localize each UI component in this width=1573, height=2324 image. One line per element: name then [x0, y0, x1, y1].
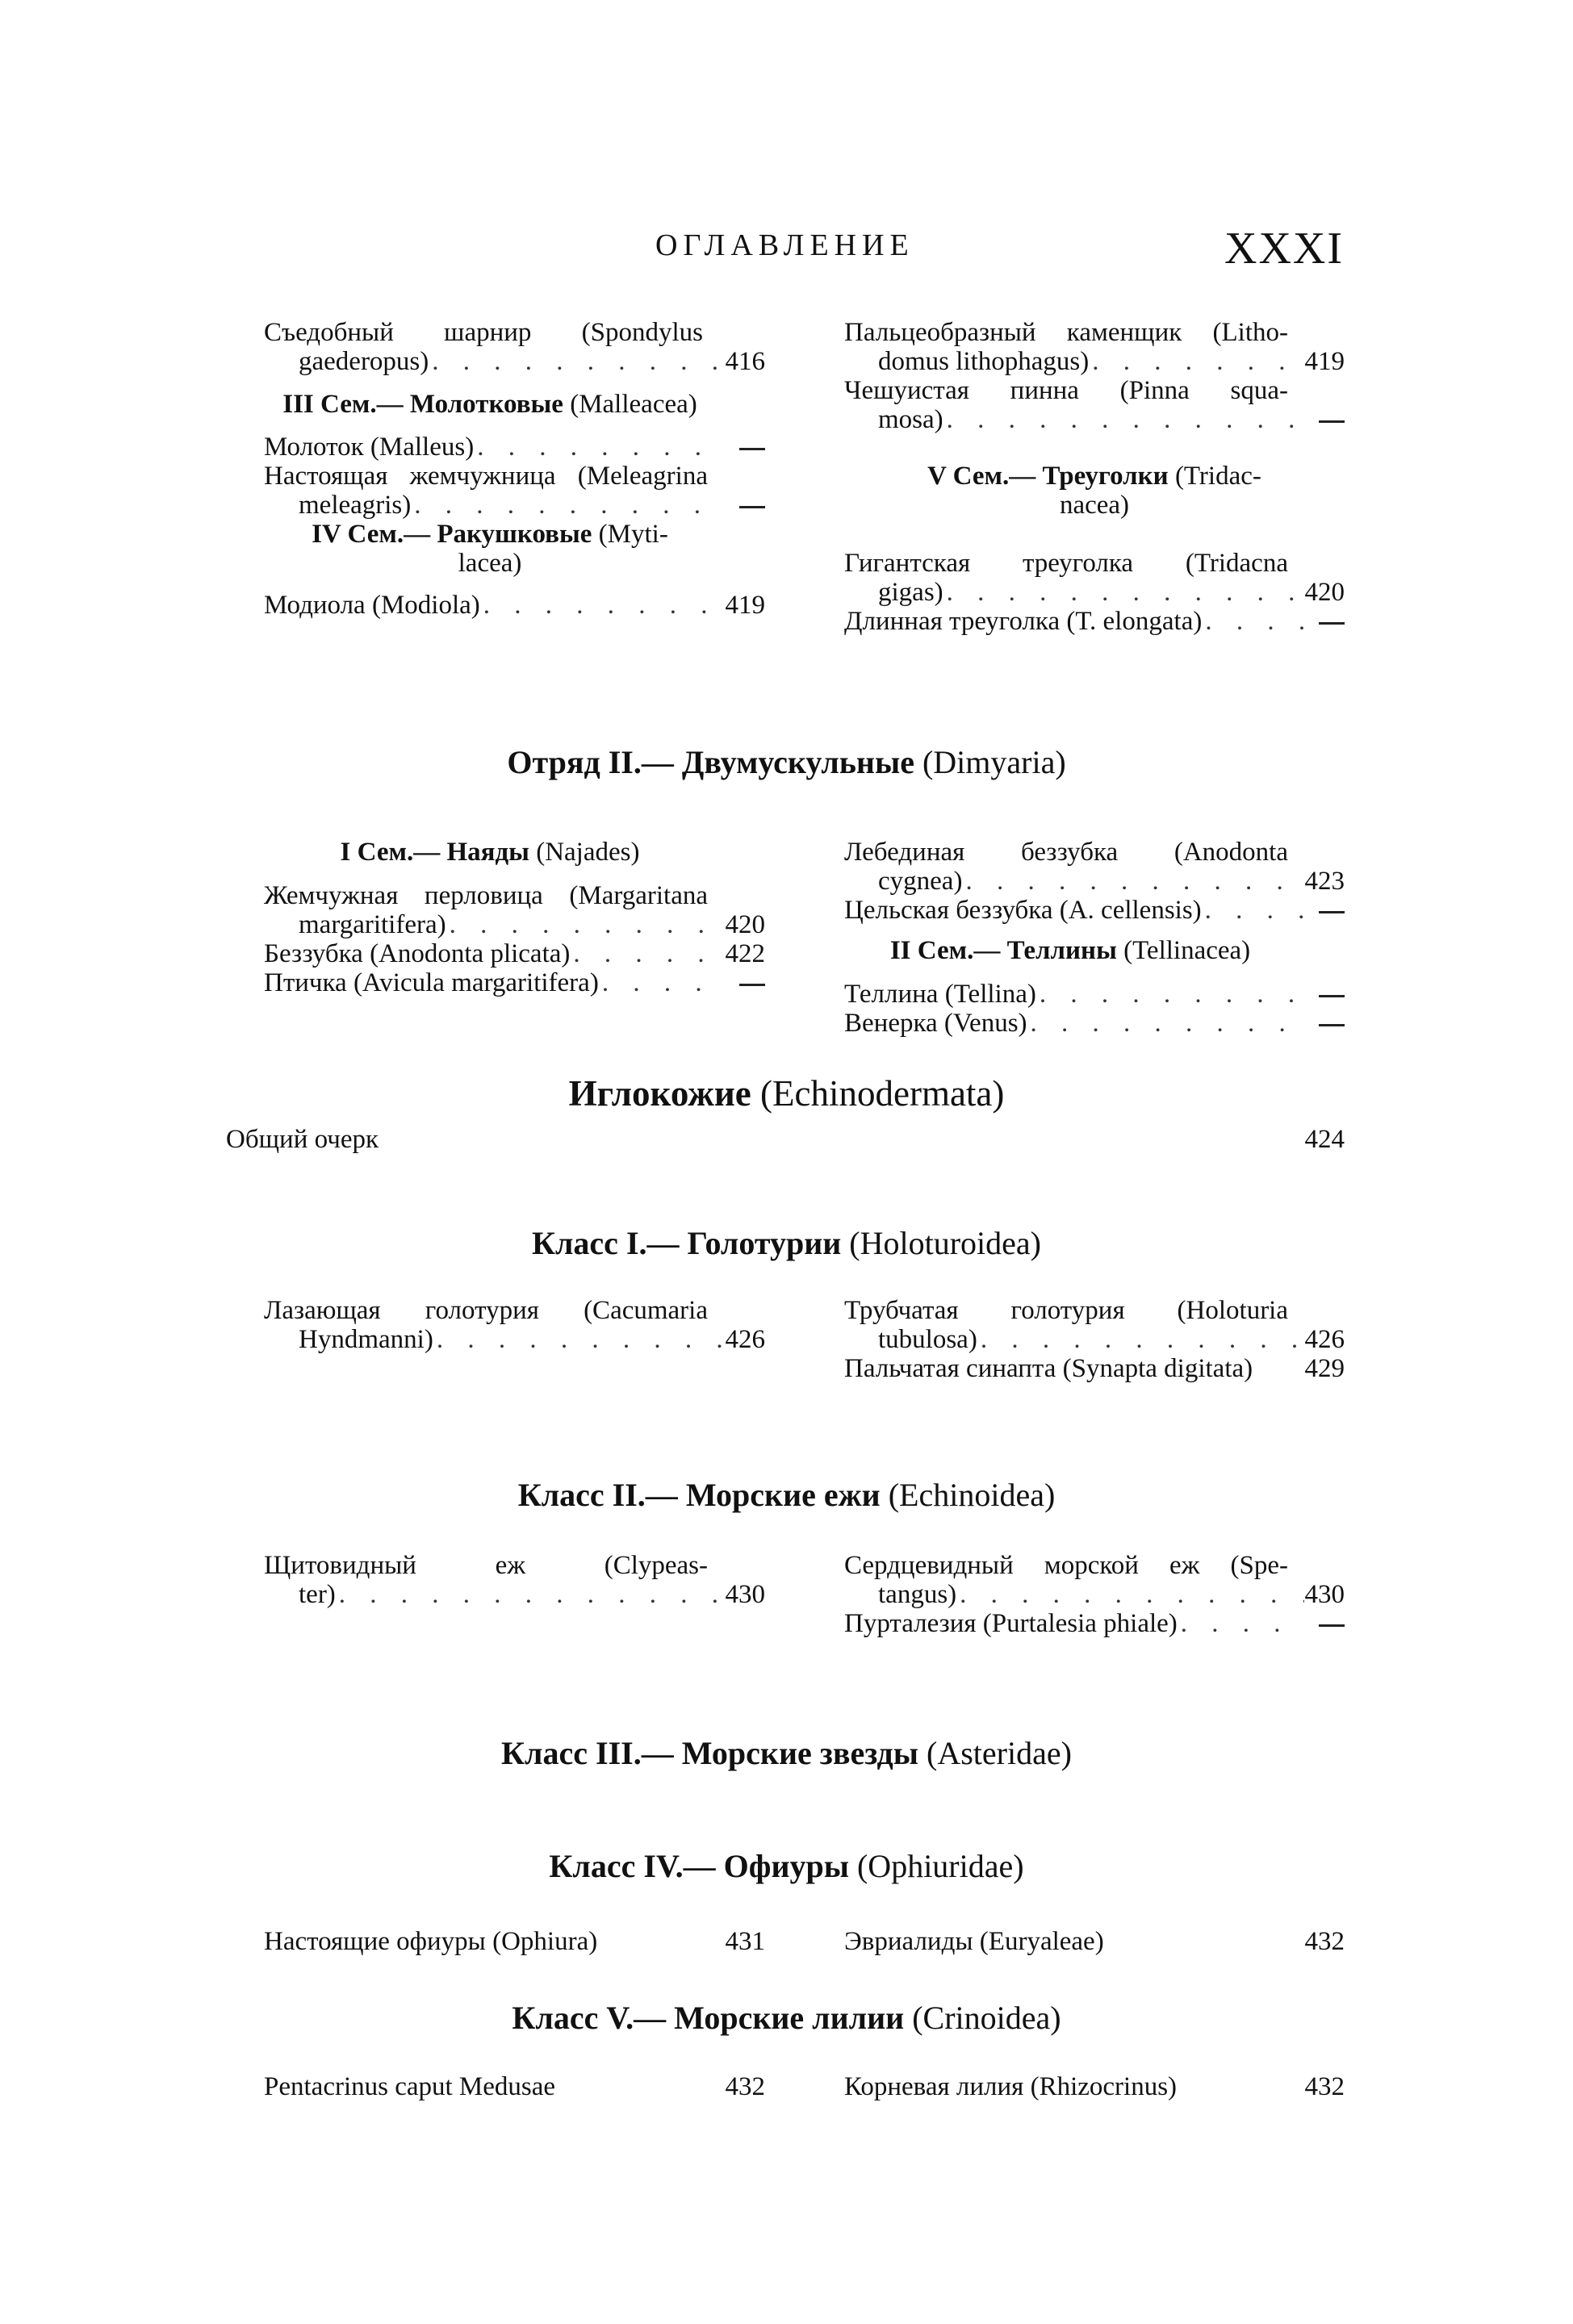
leader-dots — [570, 939, 725, 968]
leader-dots — [429, 347, 725, 376]
page-ref: 420 — [1304, 578, 1345, 607]
page-ref: 422 — [725, 939, 765, 968]
page-ref: 432 — [1304, 1927, 1345, 1956]
dash-mark — [1319, 911, 1345, 913]
page-number: XXXI — [1224, 224, 1344, 274]
toc-entry-meleagrina-first-line: Настоящая жемчужница (Meleagrina — [264, 462, 708, 491]
leader-dots — [1036, 980, 1304, 1009]
toc-entry-tridacna[interactable]: gigas) . . . 420 — [878, 578, 1345, 607]
leader-dots — [480, 591, 725, 620]
page-ref: 420 — [725, 910, 765, 939]
toc-entry-clypeaster[interactable]: ter) . . . 430 — [299, 1580, 765, 1609]
toc-entry-cacumaria-first-line: Лазающая голотурия (Cacumaria — [264, 1296, 708, 1325]
dash-mark — [739, 448, 765, 450]
page-ref: 416 — [725, 347, 765, 376]
page-ref: 432 — [725, 2072, 765, 2101]
toc-entry-spondylus-first-line: Съедобный шарнир (Spondylus — [264, 318, 703, 347]
toc-entry-pentacrinus[interactable]: Pentacrinus caput Medusae 432 — [264, 2072, 765, 2101]
toc-entry-holoturia-first-line: Трубчатая голотурия (Holoturia — [844, 1296, 1288, 1325]
page-ref: 430 — [725, 1580, 765, 1609]
leader-dots — [1178, 1609, 1304, 1638]
dash-mark — [1319, 622, 1345, 625]
leader-dots — [977, 1325, 1304, 1354]
dash-mark — [1319, 1024, 1345, 1026]
page-ref: 424 — [1304, 1125, 1345, 1154]
family-heading-mytilacea: IV Сем.— Ракушковые (Myti- lacea) — [312, 520, 668, 578]
page-ref: 429 — [1304, 1354, 1345, 1383]
toc-entry-pinna[interactable]: mosa) . . . — [878, 405, 1345, 434]
toc-entry-margaritana[interactable]: margaritifera) . . . 420 — [299, 910, 765, 939]
toc-entry-venus[interactable]: Венерка (Venus) . . . — [844, 1009, 1345, 1038]
dash-mark — [739, 984, 765, 986]
toc-entry-clypeaster-first-line: Щитовидный еж (Clypeas- — [264, 1551, 708, 1580]
toc-entry-tridacna-elongata[interactable]: Длинная треуголка (T. elongata) . . . — [844, 607, 1345, 636]
toc-entry-purtalesia[interactable]: Пурталезия (Purtalesia phiale) . . . — [844, 1609, 1345, 1638]
class-heading-echinoidea: Класс II.— Морские ежи (Echinoidea) — [517, 1477, 1056, 1513]
page-title: ОГЛАВЛЕНИЕ — [655, 228, 914, 262]
leader-dots — [1089, 347, 1304, 376]
toc-entry-anodonta-cygnea[interactable]: cygnea) . . . 423 — [878, 867, 1345, 896]
family-heading-najades: I Сем.— Наяды (Najades) — [340, 838, 640, 867]
page-ref: 423 — [1304, 867, 1345, 896]
order-heading-dimyaria: Отряд II.— Двумускульные (Dimyaria) — [507, 744, 1066, 780]
toc-entry-malleus[interactable]: Молоток (Malleus) . . . — [264, 433, 765, 462]
toc-entry-spatangus-first-line: Сердцевидный морской еж (Spe- — [844, 1551, 1288, 1580]
page-ref: 419 — [1304, 347, 1345, 376]
toc-entry-synapta[interactable]: Пальчатая синапта (Synapta digitata) 429 — [844, 1354, 1345, 1383]
running-header — [0, 223, 1573, 274]
class-heading-crinoidea: Класс V.— Морские лилии (Crinoidea) — [512, 2000, 1061, 2036]
toc-entry-pinna-first-line: Чешуистая пинна (Pinna squa- — [844, 376, 1288, 405]
toc-entry-spatangus[interactable]: tangus) . . . 430 — [878, 1580, 1345, 1609]
dash-mark — [739, 506, 765, 508]
phylum-heading-echinodermata: Иглокожие (Echinodermata) — [568, 1073, 1005, 1114]
leader-dots — [474, 433, 725, 462]
toc-entry-tridacna-first-line: Гигантская треуголка (Tridacna — [844, 549, 1288, 578]
leader-dots — [599, 968, 725, 997]
toc-entry-overview[interactable]: Общий очерк 424 — [226, 1125, 1345, 1154]
page-ref: 419 — [725, 591, 765, 620]
toc-entry-anodonta-plicata[interactable]: Беззубка (Anodonta plicata) . . . 422 — [264, 939, 765, 968]
page-ref: 426 — [1304, 1325, 1345, 1354]
leader-dots — [956, 1580, 1304, 1609]
leader-dots — [1202, 896, 1304, 925]
leader-dots — [336, 1580, 725, 1609]
toc-entry-meleagrina[interactable]: meleagris) . . . — [299, 491, 765, 520]
page-ref: 432 — [1304, 2072, 1345, 2101]
leader-dots — [962, 867, 1304, 896]
toc-entry-lithodomus-first-line: Пальцеобразный каменщик (Litho- — [844, 318, 1288, 347]
toc-entry-euryaleae[interactable]: Эвриалиды (Euryaleae) 432 — [844, 1927, 1345, 1956]
class-heading-ophiuridae: Класс IV.— Офиуры (Ophiuridae) — [549, 1848, 1024, 1884]
leader-dots — [433, 1325, 725, 1354]
toc-entry-spondylus[interactable]: gaederopus) . . . 416 — [299, 347, 765, 376]
dash-mark — [1319, 420, 1345, 423]
leader-dots — [446, 910, 725, 939]
toc-entry-anodonta-cygnea-first-line: Лебединая беззубка (Anodonta — [844, 838, 1288, 867]
toc-entry-avicula[interactable]: Птичка (Avicula margaritifera) . . . — [264, 968, 765, 997]
toc-entry-margaritana-first-line: Жемчужная перловица (Margaritana — [264, 881, 708, 910]
toc-entry-modiola[interactable]: Модиола (Modiola) . . . 419 — [264, 591, 765, 620]
page-ref: 426 — [725, 1325, 765, 1354]
family-heading-malleacea: III Сем.— Молотковые (Malleacea) — [282, 390, 697, 419]
leader-dots — [943, 405, 1304, 434]
leader-dots — [943, 578, 1304, 607]
toc-entry-ophiura[interactable]: Настоящие офиуры (Ophiura) 431 — [264, 1927, 765, 1956]
class-heading-holoturoidea: Класс I.— Голотурии (Holoturoidea) — [531, 1225, 1041, 1261]
dash-mark — [1319, 995, 1345, 997]
toc-entry-anodonta-cellensis[interactable]: Цельская беззубка (A. cellensis) . . . — [844, 896, 1345, 925]
leader-dots — [1027, 1009, 1304, 1038]
family-heading-tridacnacea: V Сем.— Треуголки (Tridac- nacea) — [927, 462, 1261, 520]
leader-dots — [1202, 607, 1304, 636]
leader-dots — [411, 491, 725, 520]
toc-entry-holoturia[interactable]: tubulosa) . . . 426 — [878, 1325, 1345, 1354]
dash-mark — [1319, 1624, 1345, 1627]
page-ref: 430 — [1304, 1580, 1345, 1609]
toc-entry-cacumaria[interactable]: Hyndmanni) . . . 426 — [299, 1325, 765, 1354]
family-heading-tellinacea: II Сем.— Теллины (Tellinacea) — [889, 936, 1251, 965]
toc-entry-lithodomus[interactable]: domus lithophagus) . . . 419 — [878, 347, 1345, 376]
toc-entry-tellina[interactable]: Теллина (Tellina) . . . — [844, 980, 1345, 1009]
class-heading-asteridae: Класс III.— Морские звезды (Asteridae) — [501, 1735, 1072, 1771]
toc-entry-rhizocrinus[interactable]: Корневая лилия (Rhizocrinus) 432 — [844, 2072, 1345, 2101]
page-ref: 431 — [725, 1927, 765, 1956]
